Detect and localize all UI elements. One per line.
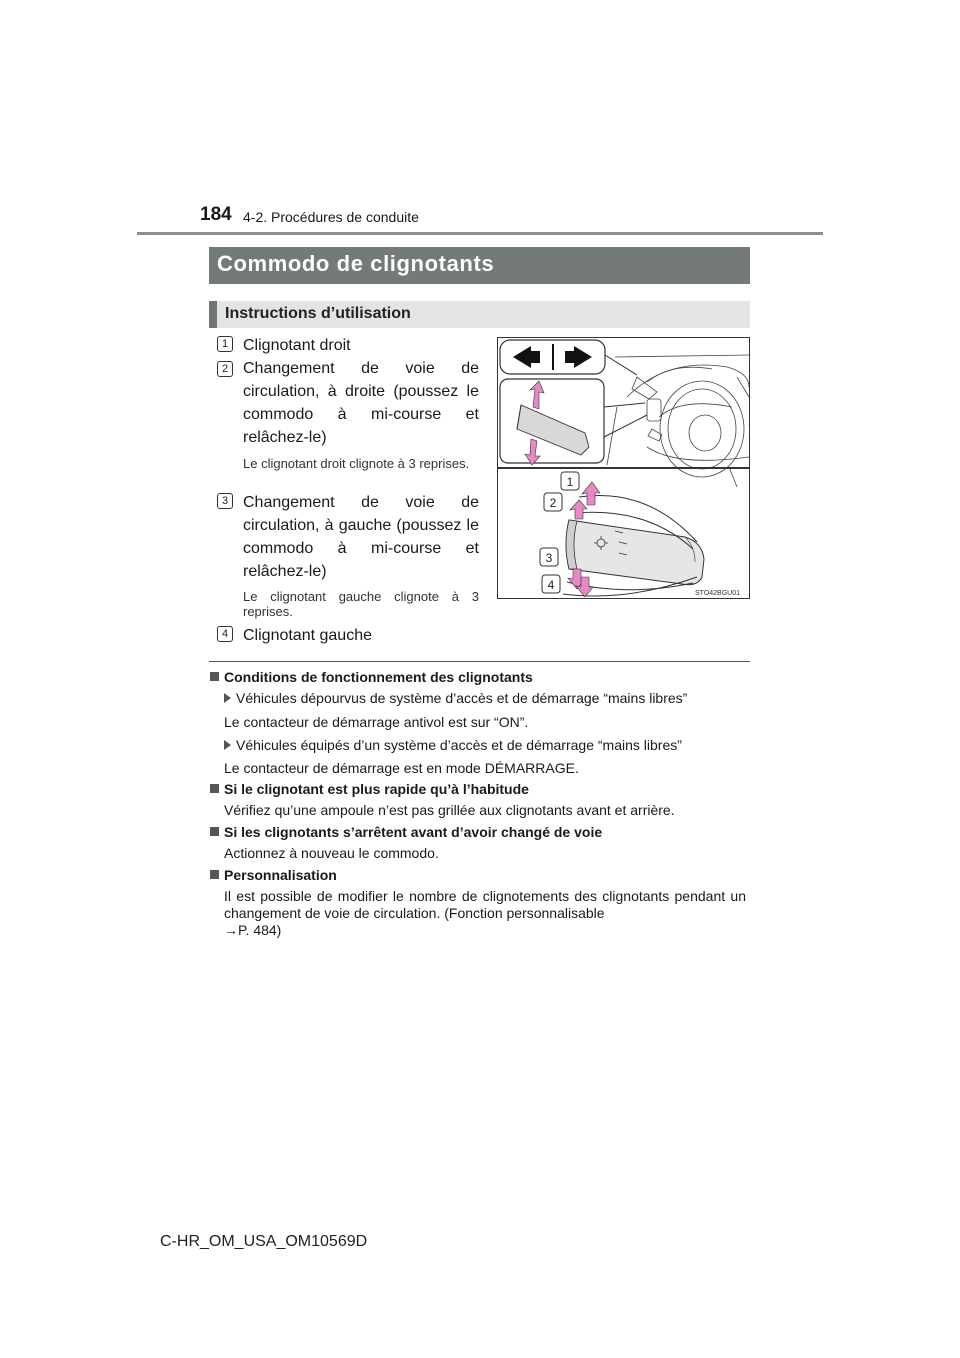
page-number: 184 (200, 204, 232, 225)
subheading-without-smart-key: Véhicules dépourvus de système d’accès et de démarrage “mains libres” (224, 690, 746, 707)
item-number-3: 3 (217, 493, 233, 509)
heading-conditions: Conditions de fonctionnement des clignotants (210, 669, 750, 686)
callout-1: 1 (566, 475, 574, 489)
page-ref-arrow-icon: → (224, 922, 238, 938)
heading-faster-blinking: Si le clignotant est plus rapide qu’à l’habitude (210, 781, 750, 798)
item-number-2: 2 (217, 361, 233, 377)
triangle-bullet-icon (224, 740, 231, 750)
text-start-mode: Le contacteur de démarrage est en mode DÉMARRAGE. (224, 760, 579, 776)
item-note-3: Le clignotant gauche clignote à 3 reprises. (243, 589, 479, 619)
text-customization: Il est possible de modifier le nombre de clignotements des clignotants pendant un changement de voie de circulation. (Fonction personnalisable →P. 484) (224, 888, 746, 938)
document-code: C-HR_OM_USA_OM10569D (160, 1233, 368, 1250)
text-ignition-on: Le contacteur de démarrage antivol est sur “ON”. (224, 714, 529, 730)
heading-stops-early: Si les clignotants s’arrêtent avant d’avoir changé de voie (210, 824, 750, 841)
page-reference[interactable]: P. 484) (238, 922, 282, 938)
callout-4: 4 (547, 578, 555, 592)
subsection-title: Instructions d’utilisation (225, 305, 411, 322)
heading-customization: Personnalisation (210, 867, 750, 884)
item-text-4: Clignotant gauche (243, 627, 372, 644)
item-number-1: 1 (217, 336, 233, 352)
callout-2: 2 (549, 496, 557, 510)
subheading-with-smart-key: Véhicules équipés d’un système d’accès et de démarrage “mains libres” (224, 737, 746, 754)
item-text-2: Changement de voie de circulation, à droite (poussez le commodo à mi-course et relâchez-le) (243, 360, 479, 446)
item-text-3: Changement de voie de circulation, à gauche (poussez le commodo à mi-course et relâchez-le) (243, 494, 479, 580)
right-arrow-icon (565, 351, 574, 363)
chapter-title: 4-2. Procédures de conduite (243, 209, 419, 225)
header-rule (137, 232, 823, 235)
callout-3: 3 (545, 551, 553, 565)
item-note-2: Le clignotant droit clignote à 3 reprises. (243, 456, 470, 471)
item-number-4: 4 (217, 626, 233, 642)
section-divider (209, 661, 750, 662)
section-title: Commodo de clignotants (217, 251, 495, 276)
subsection-accent (209, 301, 217, 328)
triangle-bullet-icon (224, 693, 231, 703)
item-text-1: Clignotant droit (243, 337, 351, 354)
text-check-bulb: Vérifiez qu’une ampoule n’est pas grillée aux clignotants avant et arrière. (224, 802, 675, 818)
text-operate-again: Actionnez à nouveau le commodo. (224, 845, 439, 861)
illustration-code: STO42BGU01 (695, 590, 741, 597)
turn-signal-illustration (497, 337, 750, 599)
